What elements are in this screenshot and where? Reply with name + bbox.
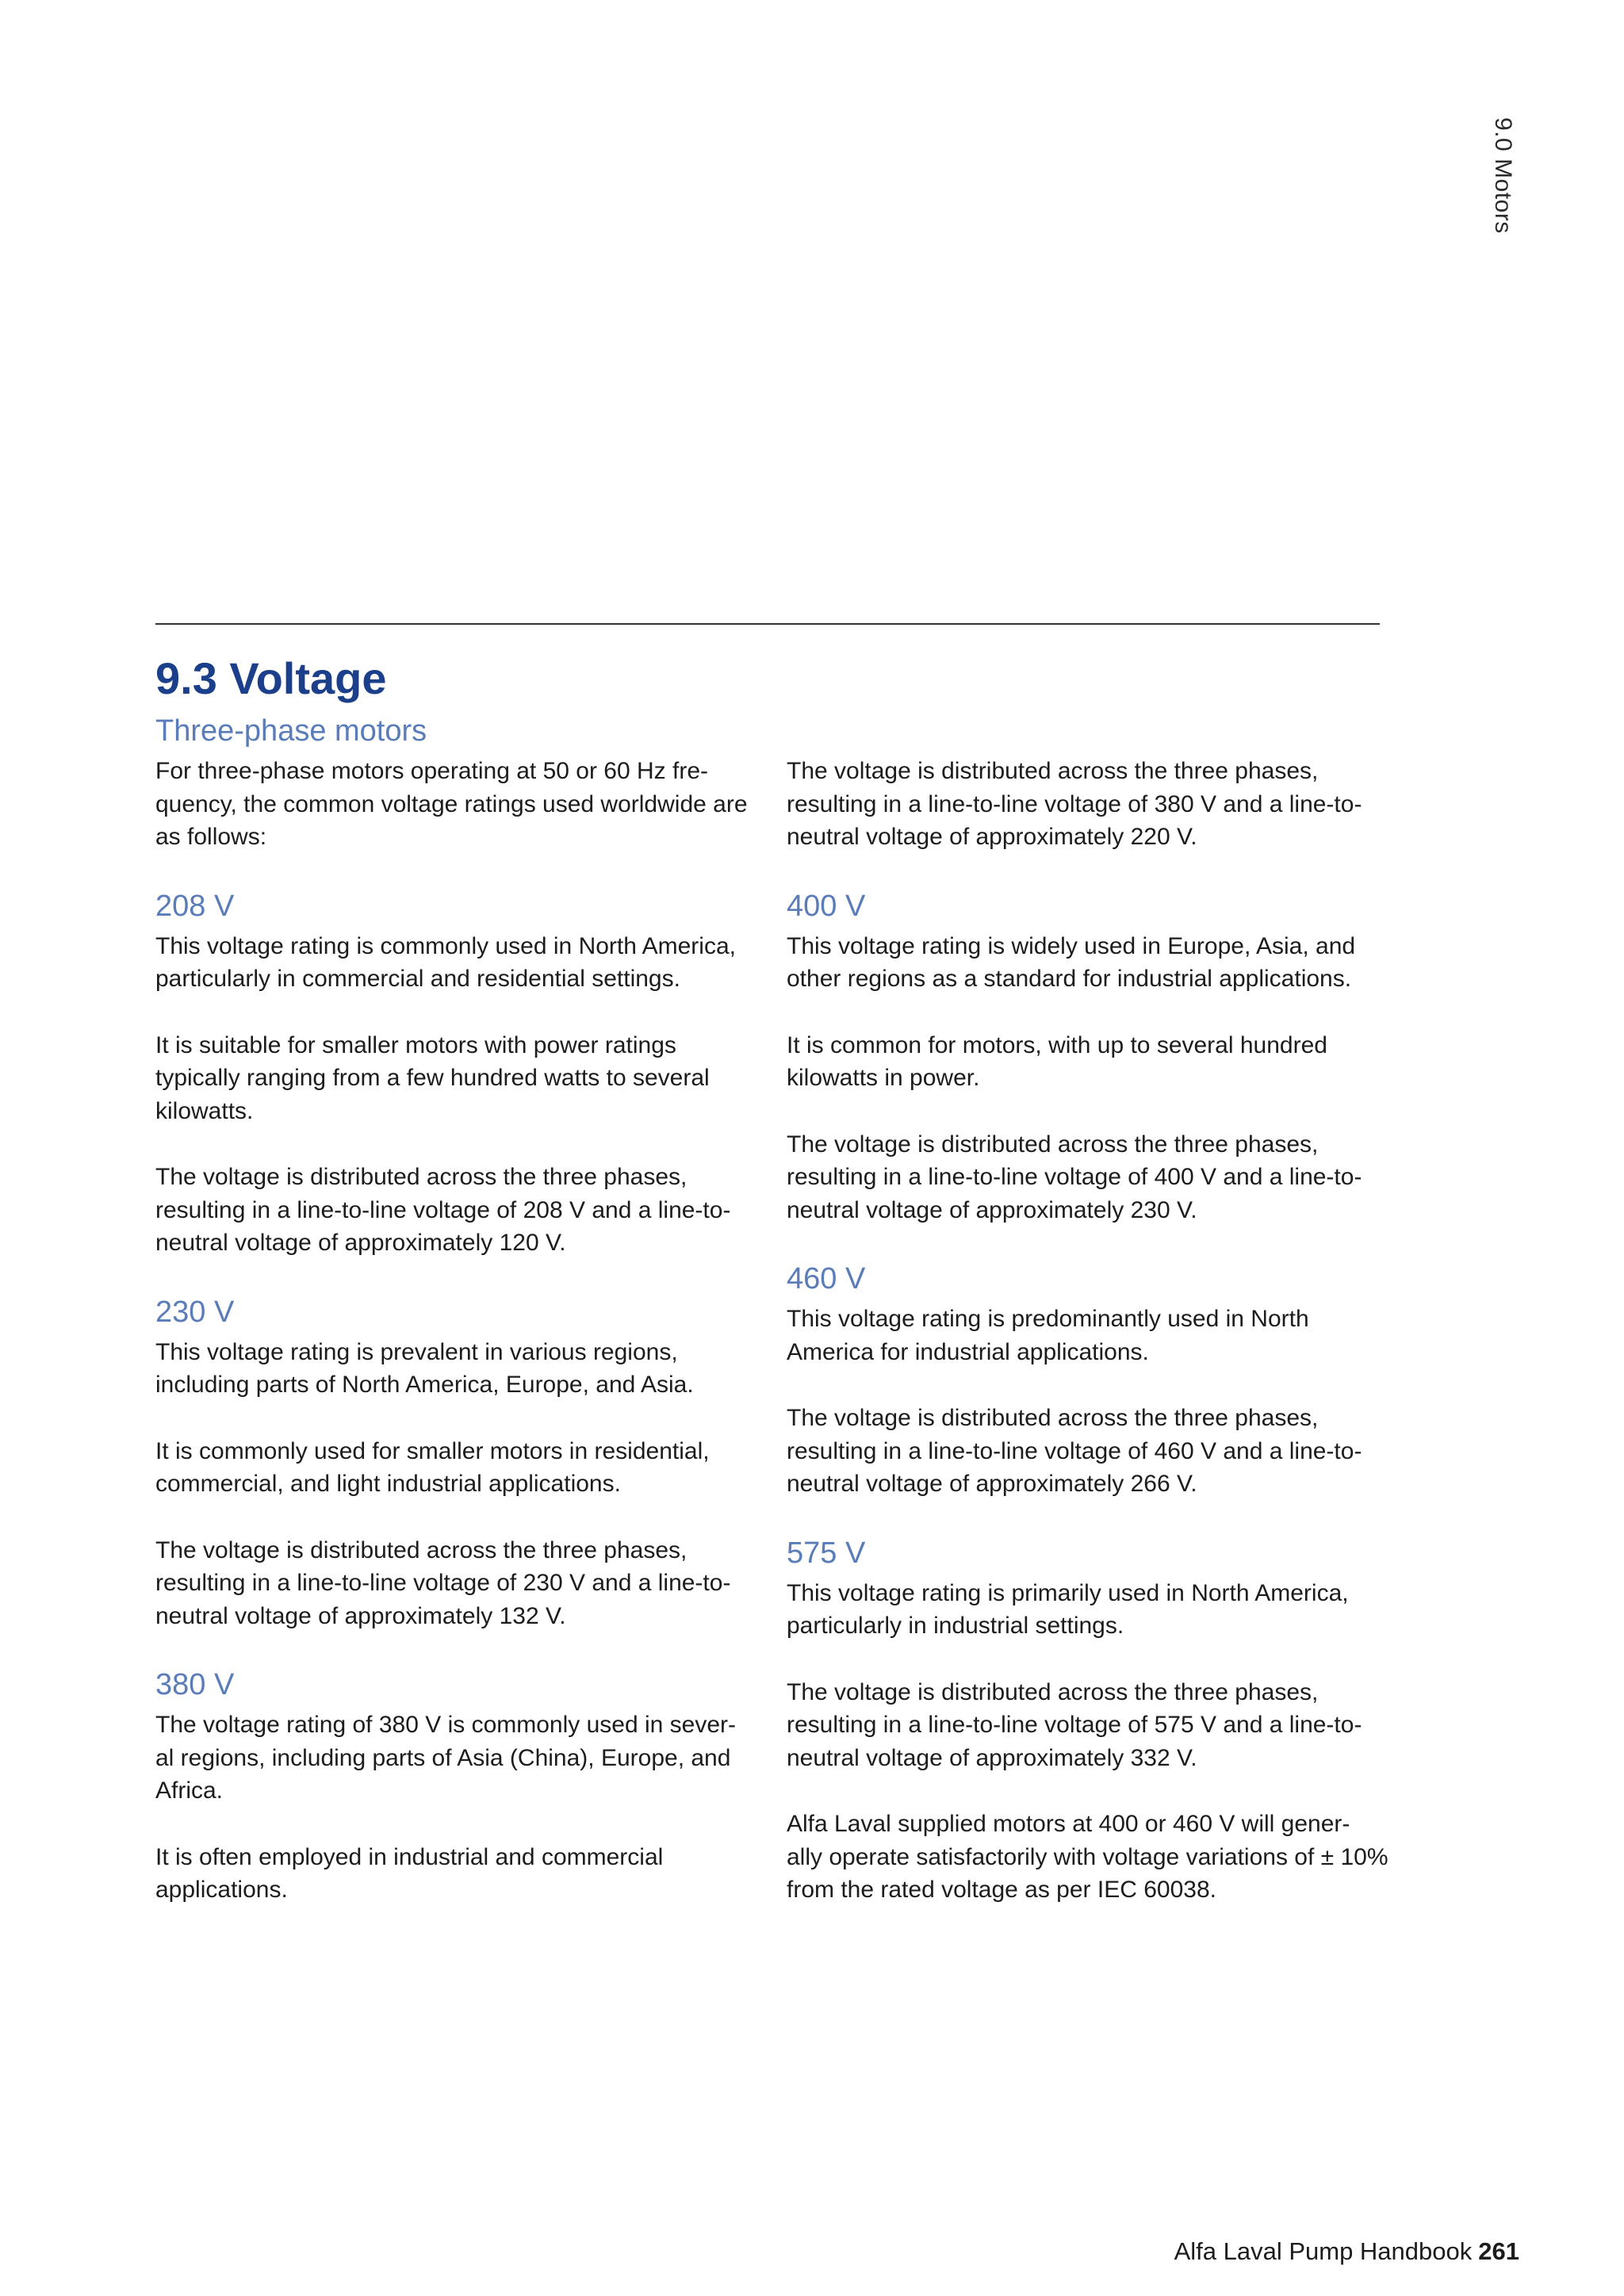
book-title: Alfa Laval Pump Handbook bbox=[1174, 2237, 1473, 2265]
paragraph-575v-1: This voltage rating is primarily used in North America, particularly in industrial settings. bbox=[787, 1579, 1349, 1639]
page-number: 261 bbox=[1478, 2237, 1519, 2265]
heading-380v: 380 V bbox=[155, 1668, 235, 1701]
heading-230v: 230 V bbox=[155, 1295, 235, 1329]
paragraph-400v-1: This voltage rating is widely used in Europe, Asia, and other regions as a standard for industrial applications. bbox=[787, 932, 1356, 992]
paragraph-230v-3: The voltage is distributed across the three phases, resulting in a line-to-line voltage of 230 V and a line-to- neutral voltage of approximately 132 V. bbox=[155, 1536, 731, 1629]
heading-460v: 460 V bbox=[787, 1262, 866, 1295]
paragraph-208v-3: The voltage is distributed across the three phases, resulting in a line-to-line voltage of 208 V and a line-to- neutral voltage of approximately 120 V. bbox=[155, 1164, 731, 1256]
paragraph-575v-3: Alfa Laval supplied motors at 400 or 460 V will gener- ally operate satisfactorily with voltage variations of ± 10% from the rated voltage as per IEC 60038. bbox=[787, 1811, 1388, 1903]
paragraph-208v-2: It is suitable for smaller motors with power ratings typically ranging from a few hundred watts to several kilowatts. bbox=[155, 1031, 710, 1124]
section-divider bbox=[155, 623, 1380, 625]
right-column bbox=[787, 755, 1389, 1940]
paragraph-575v-2: The voltage is distributed across the three phases, resulting in a line-to-line voltage of 575 V and a line-to- neutral voltage of approximately 332 V. bbox=[787, 1678, 1362, 1771]
page-footer bbox=[1174, 2237, 1519, 2266]
paragraph-460v-2: The voltage is distributed across the three phases, resulting in a line-to-line voltage of 460 V and a line-to- neutral voltage of approximately 266 V. bbox=[787, 1405, 1362, 1497]
section-title: 9.3 Voltage bbox=[155, 653, 387, 703]
paragraph-380v-1: The voltage rating of 380 V is commonly used in sever- al regions, including parts of Asia (China), Europe, and Africa. bbox=[155, 1712, 737, 1804]
paragraph-230v-2: It is commonly used for smaller motors in residential, commercial, and light industrial applications. bbox=[155, 1437, 710, 1497]
left-column bbox=[155, 755, 758, 1940]
paragraph-380v-2: It is often employed in industrial and commercial applications. bbox=[155, 1843, 664, 1903]
chapter-side-tab: 9.0 Motors bbox=[1490, 117, 1516, 234]
intro-paragraph: For three-phase motors operating at 50 or 60 Hz fre- quency, the common voltage ratings used worldwide are as follows: bbox=[155, 758, 748, 850]
paragraph-400v-2: It is common for motors, with up to several hundred kilowatts in power. bbox=[787, 1031, 1327, 1091]
paragraph-230v-1: This voltage rating is prevalent in various regions, including parts of North America, Europe, and Asia. bbox=[155, 1338, 694, 1398]
heading-575v: 575 V bbox=[787, 1536, 866, 1570]
paragraph-380v-3: The voltage is distributed across the three phases, resulting in a line-to-line voltage of 380 V and a line-to- neutral voltage of approximately 220 V. bbox=[787, 758, 1362, 850]
heading-208v: 208 V bbox=[155, 889, 235, 923]
paragraph-400v-3: The voltage is distributed across the three phases, resulting in a line-to-line voltage of 400 V and a line-to- neutral voltage of approximately 230 V. bbox=[787, 1131, 1362, 1223]
heading-400v: 400 V bbox=[787, 889, 866, 923]
paragraph-208v-1: This voltage rating is commonly used in North America, particularly in commercial and residential settings. bbox=[155, 932, 736, 992]
paragraph-460v-1: This voltage rating is predominantly used in North America for industrial applications. bbox=[787, 1306, 1309, 1365]
section-subtitle: Three-phase motors bbox=[155, 714, 427, 748]
